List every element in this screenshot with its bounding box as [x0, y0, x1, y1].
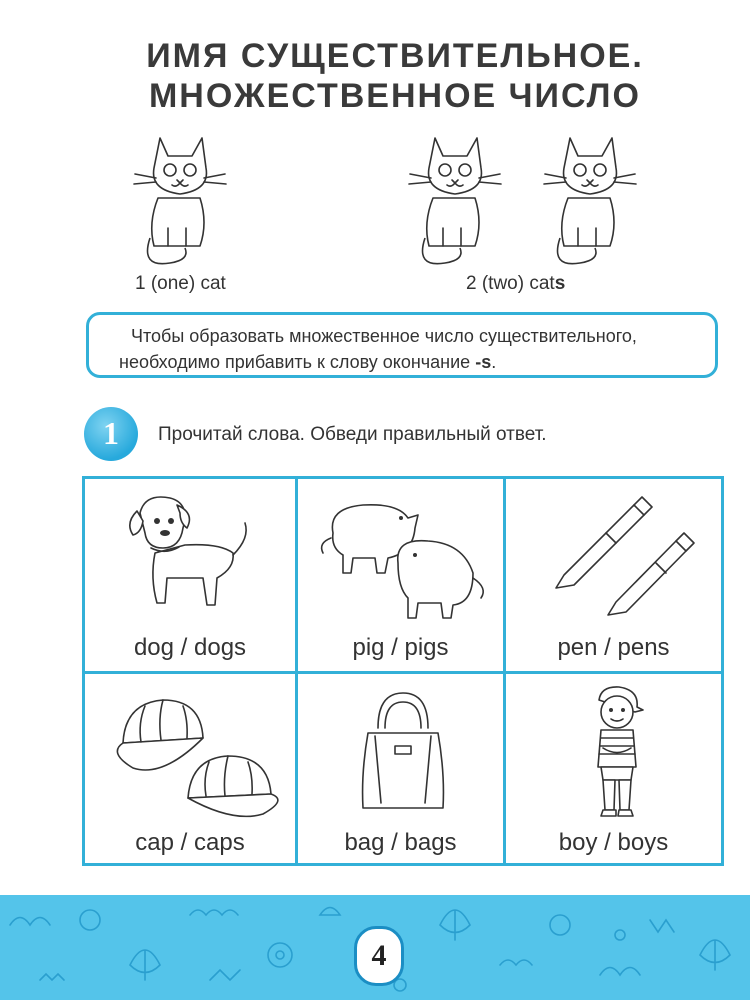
cloud-doodle — [10, 918, 50, 926]
dot-doodle — [615, 930, 625, 940]
plural-caption — [466, 273, 565, 295]
exercise-grid — [82, 476, 724, 866]
word-choice[interactable]: pig / pigs — [352, 634, 449, 661]
wave-doodle — [210, 970, 240, 980]
word-choice[interactable]: boy / boys — [558, 829, 669, 856]
pigs-icon — [313, 493, 493, 623]
cat-icon — [130, 128, 230, 268]
pens-icon — [546, 493, 696, 623]
task-number: 1 — [103, 415, 119, 451]
leaf-doodle — [440, 910, 470, 940]
cell-bag[interactable] — [298, 674, 503, 866]
cell-cap[interactable] — [85, 674, 295, 866]
flower-doodle — [276, 951, 284, 959]
task-number-badge — [84, 407, 138, 461]
plural-ending: s — [554, 273, 566, 294]
page-title-line-2: МНОЖЕСТВЕННОЕ ЧИСЛО — [148, 77, 641, 115]
plural-caption-text: 2 (two) cat — [466, 273, 555, 294]
wave-doodle — [40, 974, 64, 980]
page-number: 4 — [371, 939, 387, 972]
bag-icon — [353, 688, 453, 818]
task-instruction: Прочитай слова. Обведи правильный ответ. — [158, 424, 547, 445]
rule-box — [86, 312, 718, 378]
page-title-line-1: ИМЯ СУЩЕСТВИТЕЛЬНОЕ. — [146, 37, 644, 75]
sun-doodle — [550, 915, 570, 935]
word-choice[interactable]: bag / bags — [344, 829, 457, 856]
wave-doodle — [650, 920, 674, 932]
cat-drawing — [134, 138, 226, 264]
leaf-doodle — [130, 950, 160, 980]
cell-pen[interactable] — [506, 479, 721, 671]
caps-icon — [103, 688, 283, 823]
word-choice[interactable]: cap / caps — [135, 829, 245, 856]
rule-end-punct: . — [491, 352, 497, 372]
singular-caption: 1 (one) cat — [135, 273, 226, 294]
rule-line-1: Чтобы образовать множественное число существительного, — [131, 326, 637, 346]
rule-line-2-text: необходимо прибавить к слову окончание — [119, 352, 471, 372]
boy-icon — [581, 682, 651, 822]
word-choice[interactable]: pen / pens — [557, 634, 670, 661]
rule-line-2 — [119, 349, 705, 375]
flower-doodle — [268, 943, 292, 967]
rule-text — [119, 323, 705, 375]
cloud-doodle — [500, 960, 532, 965]
cat-icon — [540, 128, 640, 268]
sun-doodle — [80, 910, 100, 930]
cloud-doodle — [600, 968, 640, 976]
cell-dog[interactable] — [85, 479, 295, 671]
cat-icon — [405, 128, 505, 268]
dog-icon — [125, 493, 255, 623]
leaf-doodle — [700, 940, 730, 970]
shell-doodle — [320, 908, 340, 916]
cell-pig[interactable] — [298, 479, 503, 671]
rule-ending: -s — [475, 352, 492, 372]
page-number-badge — [354, 926, 404, 986]
cloud-doodle — [190, 910, 238, 915]
word-choice[interactable]: dog / dogs — [133, 634, 247, 661]
cell-boy[interactable] — [506, 674, 721, 866]
